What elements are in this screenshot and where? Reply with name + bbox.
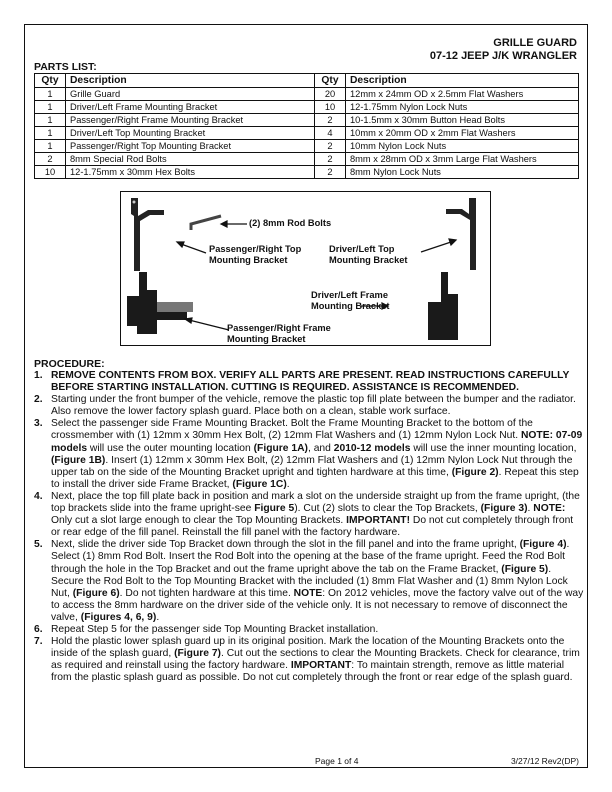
qty-cell: 1 [35,114,66,127]
page-number: Page 1 of 4 [315,756,359,766]
step-text-segment: NOTE: [533,503,566,515]
qty-cell: 20 [315,88,346,101]
description-cell: Driver/Left Frame Mounting Bracket [66,101,315,114]
rod-bolt-image [191,216,221,230]
step-text-segment: (Figure 3) [480,503,528,515]
table-row [35,114,579,127]
step-text-segment: . Insert (1) 12mm x 30mm Hex Bolt, (2) 12mm Flat Washers and (1) 12mm Nylon Lock Nut through the upper tab on the side of the Mounting Bracket upright and tighten hardware at this time, [51,454,573,478]
driver-frame-bracket-label: Driver/Left Frame Mounting Bracket [311,290,390,311]
step-text-segment: Repeat Step 5 for the passenger side Top Mounting Bracket installation. [51,623,379,635]
step-text-segment: (Figure 5) [501,563,549,575]
col-description: Description [66,74,315,88]
revision: 3/27/12 Rev2(DP) [510,756,579,766]
description-cell: Passenger/Right Top Mounting Bracket [66,140,315,153]
step-text-segment: (Figure 7) [174,648,221,660]
step-text-segment: (Figure 2) [451,466,499,478]
description-cell: Passenger/Right Frame Mounting Bracket [66,114,315,127]
procedure-heading: PROCEDURE: [34,358,105,370]
document-page [24,24,588,768]
step-text-segment: Do not cut completely through front or rear edge of the fill panel. Reinstall the fill panel with the factory hardware. [51,515,574,539]
qty-cell: 1 [35,88,66,101]
step-text [51,394,584,418]
parts-list-label: PARTS LIST: [34,61,97,73]
step-text-segment: (Figures 4, 6, 9) [80,611,157,623]
step-number: 3. [34,418,43,430]
step-text [51,491,584,539]
subtitle-line: 07-12 JEEP J/K WRANGLER [429,50,577,62]
qty-cell: 10 [35,166,66,179]
qty-cell: 1 [35,127,66,140]
step-text [51,418,584,491]
table-row [35,153,579,166]
description-cell: 10-1.5mm x 30mm Button Head Bolts [346,114,579,127]
table-row [35,101,579,114]
table-row [35,140,579,153]
table-row [35,127,579,140]
step-number: 2. [34,394,43,406]
step-text-segment: Next, place the top fill plate back in position and mark a slot on the underside straight up from the frame upright, (the top brackets slide into the frame upright-see [51,490,580,515]
description-cell: 8mm Nylon Lock Nuts [346,166,579,179]
step-text-segment: (Figure 4) [519,539,567,551]
step-text [51,539,584,624]
step-text-segment: : On 2012 vehicles, move the factory valve out of the way to access the 8mm hardware on the driver side of the vehicle only. It is not necessary to remove of disconnect the valve, [51,587,584,623]
passenger-top-bracket-image [131,198,164,271]
description-cell: 12mm x 24mm OD x 2.5mm Flat Washers [346,88,579,101]
driver-top-bracket-label: Driver/Left Top Mounting Bracket [329,244,408,265]
step-text-segment: NOTE [293,587,323,599]
driver-frame-bracket-image [428,272,458,340]
step-text-segment: . [527,503,534,515]
parts-table [34,73,579,179]
description-cell: 8mm Special Rod Bolts [66,153,315,166]
qty-cell: 10 [315,101,346,114]
step-text-segment: (Figure 1A) [253,442,308,454]
title-line: GRILLE GUARD [493,37,577,49]
step-text-segment: . Select (1) 8mm Rod Bolt. Insert the Rod Bolt into the opening at the base of the frame upright. Feed the Rod Bolt through the hole in the Top Bracket and out the frame upright above the tab on the Frame Bracket, [51,539,570,575]
step-number: 1. [34,370,43,381]
step-text-segment: : To maintain strength, remove as little material from the plastic splash guard as possible. Do not cut completely through the front or rear edge of the splash guard. [51,660,573,684]
qty-cell: 2 [35,153,66,166]
qty-cell: 4 [315,127,346,140]
step-text-segment: will use the outer mounting location [87,442,254,454]
step-text [51,370,584,394]
step-text-segment: (Figure 6) [72,587,120,599]
qty-cell: 1 [35,140,66,153]
table-row [35,88,579,101]
procedure-steps [34,370,584,684]
step-text-segment: . Cut out the sections to clear the Mounting Brackets. Check for clearance, trim as required and reinstall using the factory hardware. [51,648,580,672]
step-text-segment: . Do not tighten hardware at this time. [119,587,294,599]
procedure-section [34,358,584,684]
qty-cell: 1 [35,101,66,114]
passenger-top-bracket-label: Passenger/Right Top Mounting Bracket [209,244,302,265]
step-number: 6. [34,623,43,635]
procedure-step [34,491,584,539]
procedure-step [34,636,584,684]
step-text-segment: Select the passenger side Frame Mounting Bracket. Bolt the Frame Mounting Bracket to the bottom of the crossmember with (1) 12mm x 30mm Hex Bolt, (2) 12mm Flat Washers and (1) 12mm Nylon Lock Nut. [51,418,533,442]
qty-cell: 2 [315,153,346,166]
passenger-frame-bracket-label: Passenger/Right Frame Mounting Bracket [227,323,331,344]
step-text-segment: Hold the plastic lower splash guard up in its original position. Mark the location of the Mounting Brackets onto the inside of the splash guard, [51,636,565,660]
step-text-segment: IMPORTANT [290,660,352,672]
table-row [35,166,579,179]
description-cell: 10mm x 20mm OD x 2mm Flat Washers [346,127,579,140]
driver-top-bracket-image [446,198,476,270]
step-text-segment: 2010-12 models [333,442,411,454]
step-text [51,624,584,636]
step-text-segment: Next, slide the driver side Top Bracket down through the slot in the fill panel and into the frame upright, [51,539,520,551]
step-text-segment: . Repeat this step to install the driver side Frame Bracket, [51,466,579,490]
col-description: Description [346,74,579,88]
procedure-step [34,394,584,418]
step-text-segment: REMOVE CONTENTS FROM BOX. VERIFY ALL PARTS ARE PRESENT. READ INSTRUCTIONS CAREFULLY BEFORE STARTING INSTALLATION. CUTTING IS REQUIRED. ASSISTANCE IS RECOMMENDED. [51,370,570,394]
col-qty: Qty [35,74,66,88]
qty-cell: 2 [315,166,346,179]
step-text-segment: . [156,611,160,623]
step-number: 7. [34,636,43,648]
qty-cell: 2 [315,140,346,153]
description-cell: 8mm x 28mm OD x 3mm Large Flat Washers [346,153,579,166]
step-text-segment: ). Cut (2) slots to clear the Top Brackets, [294,503,481,515]
description-cell: Driver/Left Top Mounting Bracket [66,127,315,140]
description-cell: Grille Guard [66,88,315,101]
rod-bolts-label: (2) 8mm Rod Bolts [249,218,332,228]
step-text-segment: . Secure the Rod Bolt to the Top Mounting Bracket with the included (1) 8mm Flat Washer and (1) 8mm Nylon Lock Nut, [51,563,568,599]
step-text-segment: Starting under the front bumper of the vehicle, remove the plastic top fill plate between the bumper and the radiator. Also remove the lower factory splash guard. Place both on a clean, stable work surface. [51,394,576,418]
step-text-segment: NOTE: 07-09 models [51,430,583,454]
description-cell: 12-1.75mm Nylon Lock Nuts [346,101,579,114]
step-text-segment: (Figure 1B) [51,454,106,466]
procedure-step [34,418,584,491]
step-text-segment: will use the inner mounting location, [410,442,577,454]
step-text-segment: IMPORTANT! [346,515,411,527]
procedure-step [34,539,584,624]
document-title [430,37,577,63]
qty-cell: 2 [315,114,346,127]
description-cell: 10mm Nylon Lock Nuts [346,140,579,153]
step-text-segment: Figure 5 [254,503,295,515]
callout-arrows [177,221,456,330]
col-qty: Qty [315,74,346,88]
step-number: 4. [34,490,43,502]
step-text [51,636,584,684]
procedure-step [34,370,584,394]
passenger-frame-bracket-image [127,272,193,334]
procedure-step [34,624,584,636]
step-text-segment: , and [307,442,334,454]
parts-figure [120,191,491,346]
step-number: 5. [34,539,43,551]
step-text-segment: (Figure 1C) [232,478,287,490]
step-text-segment: Only cut a slot large enough to clear the Top Mounting Brackets. [51,515,347,527]
step-text-segment: . [286,478,290,490]
description-cell: 12-1.75mm x 30mm Hex Bolts [66,166,315,179]
